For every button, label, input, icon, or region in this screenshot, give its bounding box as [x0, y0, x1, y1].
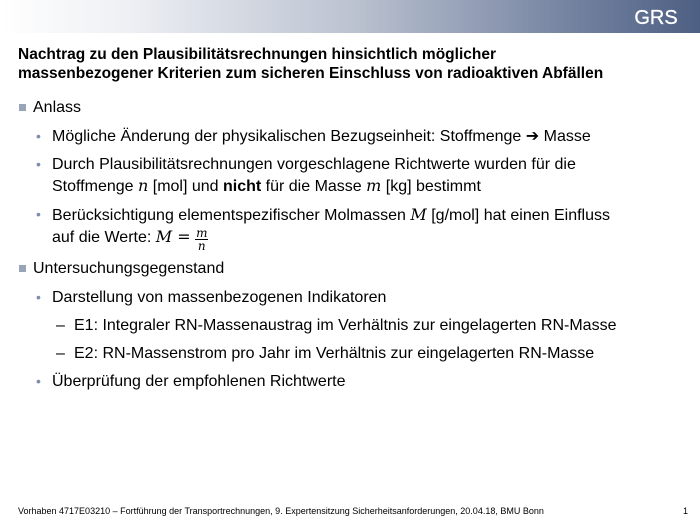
footer-text: Vorhaben 4717E03210 – Fortführung der Transportrechnungen, 9. Expertensitzung Sicherheitsanforderungen, 20.04.18, BMU Bonn	[18, 506, 544, 516]
var-m: m	[366, 176, 382, 195]
arrow-right-icon: ➔	[525, 128, 540, 145]
heading-untersuchung: Untersuchungsgegenstand	[33, 260, 225, 277]
dash-bullet-icon: –	[56, 317, 65, 334]
bullet-bezugseinheit: • Mögliche Änderung der physikalischen Bezugseinheit: Stoffmenge ➔ Masse	[36, 128, 591, 145]
grs-logo	[630, 6, 682, 28]
dot-bullet-icon: •	[36, 373, 41, 389]
bullet-untersuchung	[18, 259, 688, 279]
svg-text:GRS: GRS	[634, 7, 678, 28]
dash-bullet-icon: –	[56, 345, 65, 362]
bullet-molmassen: • Berücksichtigung elementspezifischer Molmassen M [g/mol] hat einen Einfluss auf die Werte: M = $\frac{m}{n}$	[36, 205, 610, 253]
square-bullet-icon	[19, 265, 26, 272]
emphasis-nicht: nicht	[223, 178, 262, 195]
var-n: n	[137, 176, 149, 195]
bullet-anlass	[18, 98, 688, 118]
slide-footer	[18, 506, 688, 517]
slide-title	[18, 45, 688, 83]
var-M: M	[410, 205, 427, 224]
bullet-indikatoren: • Darstellung von massenbezogenen Indikatoren	[36, 289, 387, 306]
bullet-richtwerte: • Durch Plausibilitätsrechnungen vorgeschlagene Richtwerte wurden für die Stoffmenge n [mol] und nicht für die Masse m [kg] bestimmt	[36, 156, 576, 195]
heading-anlass: Anlass	[33, 99, 82, 116]
title-line-2: massenbezogener Kriterien zum sicheren Einschluss von radioaktiven Abfällen	[18, 65, 604, 82]
dot-bullet-icon: •	[36, 156, 41, 172]
dot-bullet-icon: •	[36, 128, 41, 144]
title-line-1: Nachtrag zu den Plausibilitätsrechnungen hinsichtlich möglicher	[18, 46, 496, 63]
dot-bullet-icon: •	[36, 206, 41, 222]
formula-lhs: M =	[155, 227, 191, 246]
bullet-e2: – E2: RN-Massenstrom pro Jahr im Verhältnis zur eingelagerten RN-Masse	[56, 345, 595, 362]
slide-content	[18, 98, 688, 399]
bullet-e1: – E1: Integraler RN-Massenaustrag im Verhältnis zur eingelagerten RN-Masse	[56, 317, 617, 334]
square-bullet-icon	[19, 104, 26, 111]
bullet-ueberpruefung: • Überprüfung der empfohlenen Richtwerte	[36, 373, 346, 390]
formula-fraction: $\frac{m}{n}$	[196, 226, 208, 253]
page-number: 1	[682, 506, 688, 516]
header-bar	[0, 0, 700, 33]
dot-bullet-icon: •	[36, 289, 41, 305]
